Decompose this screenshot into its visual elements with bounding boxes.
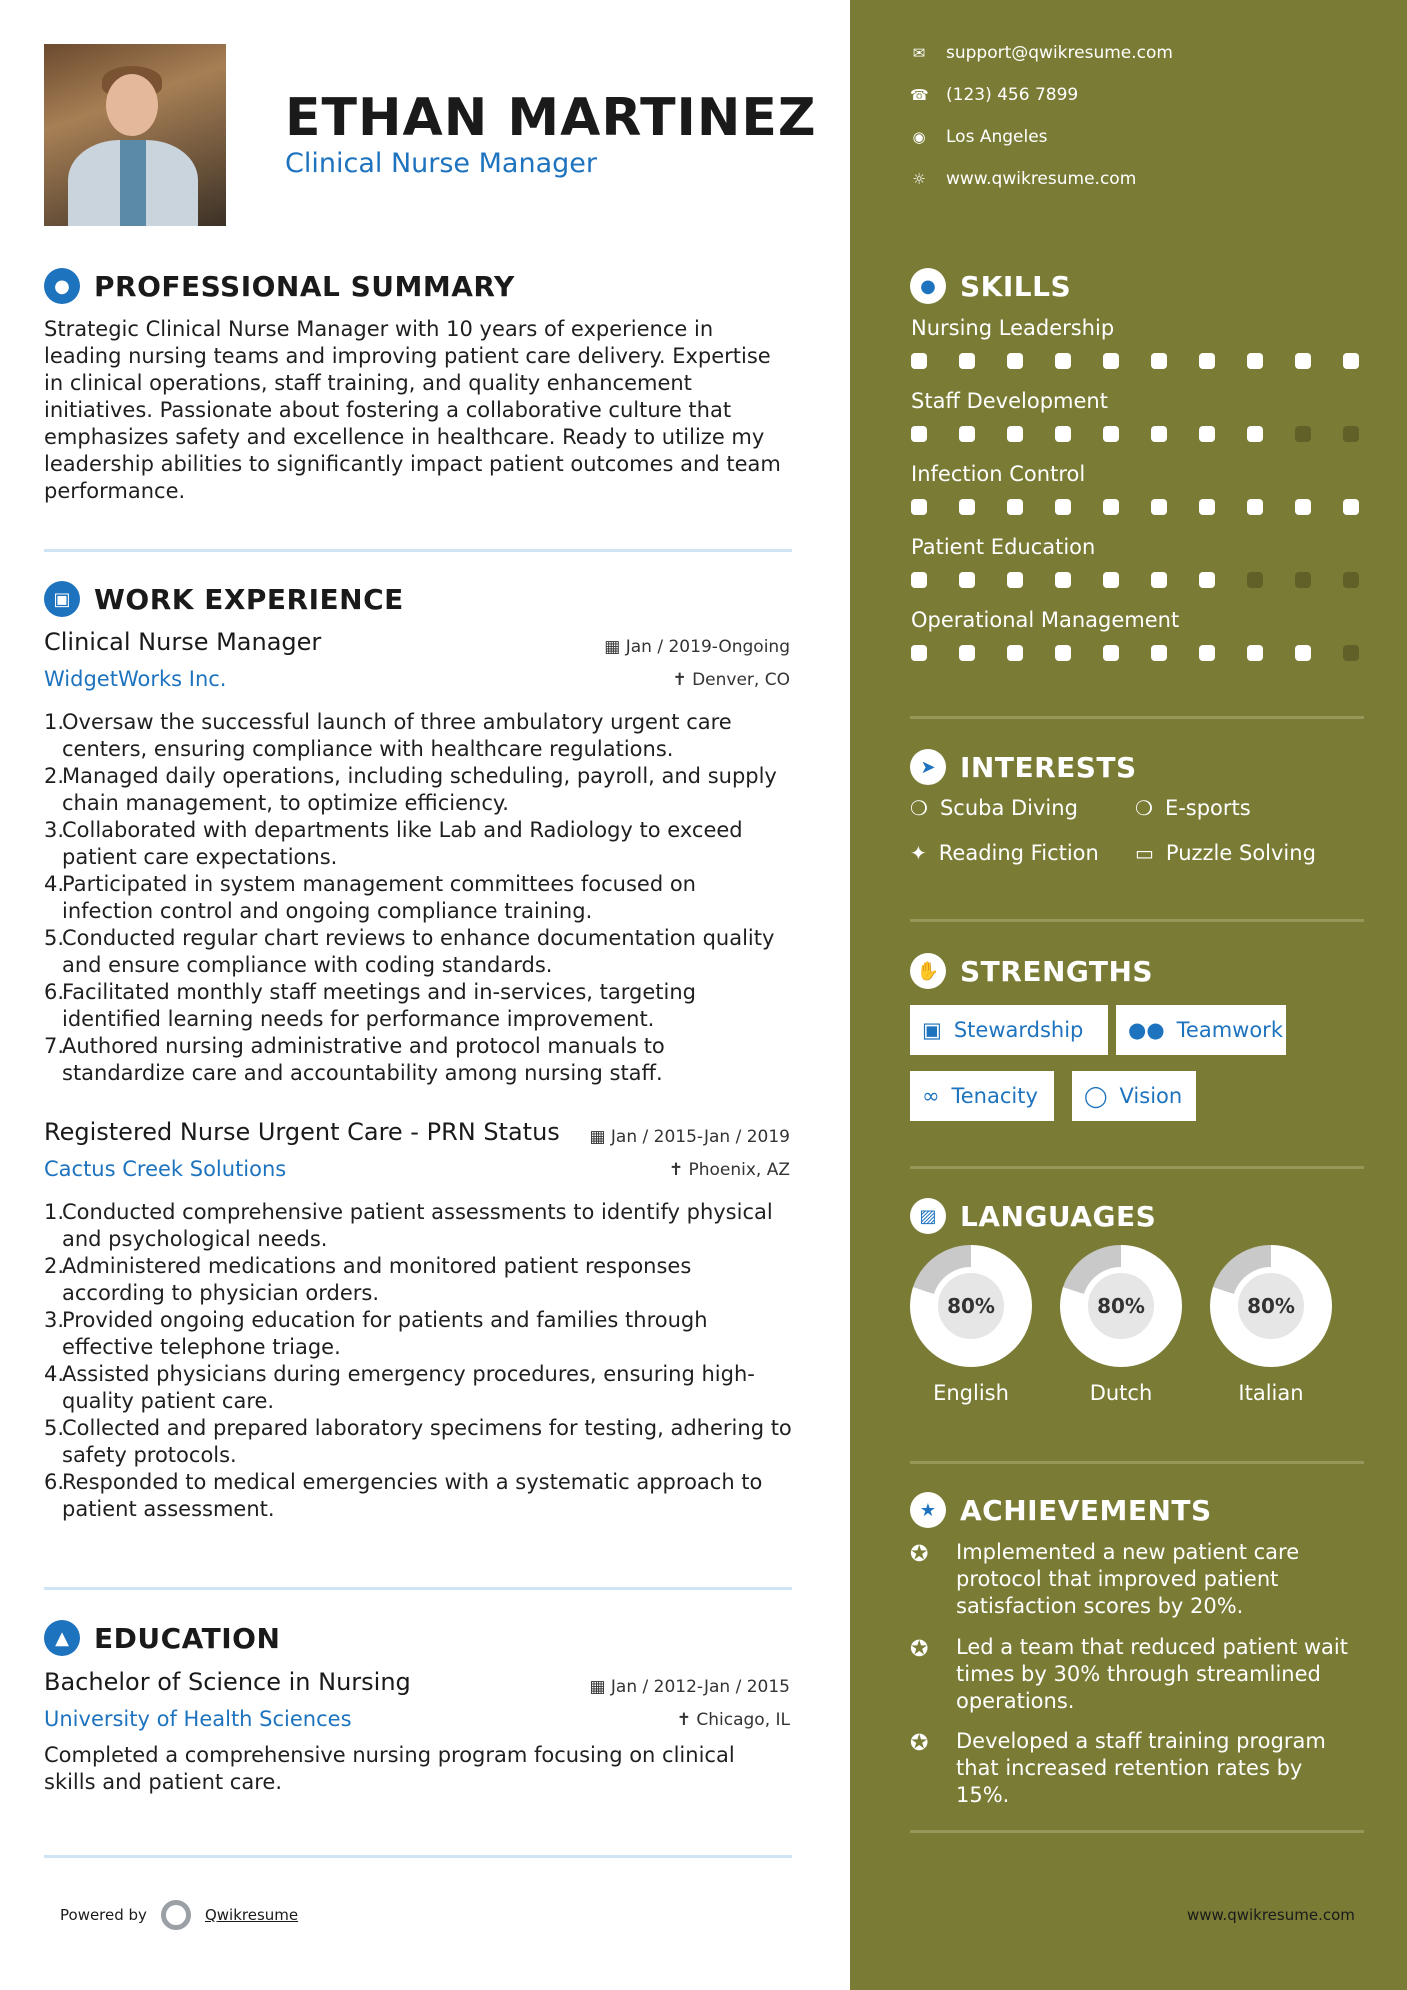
skills-heading	[910, 268, 1071, 304]
summary-title: PROFESSIONAL SUMMARY	[94, 269, 515, 303]
skill-name: Patient Education	[911, 535, 1096, 559]
strengths-title: STRENGTHS	[960, 954, 1154, 988]
list-item: 7. Authored nursing administrative and protocol manuals to standardize care and accountability among nursing staff.	[44, 1034, 665, 1085]
rating-dot-filled	[1151, 426, 1167, 442]
rating-dot-filled	[1151, 645, 1167, 661]
experience-title: WORK EXPERIENCE	[94, 582, 404, 616]
skill-name: Nursing Leadership	[911, 316, 1115, 340]
job-title: Registered Nurse Urgent Care - PRN Status	[44, 1118, 560, 1146]
skill-rating	[911, 499, 1359, 515]
language-ring	[1210, 1245, 1332, 1367]
contact-email[interactable]: ✉ support@qwikresume.com	[910, 43, 1173, 63]
skill-name: Operational Management	[911, 608, 1180, 632]
school-name: University of Health Sciences	[44, 1707, 352, 1731]
globe-icon: ☼	[912, 170, 926, 188]
paper-plane-icon: ➤	[910, 749, 946, 785]
skill-rating	[911, 353, 1359, 369]
rating-dot-filled	[1247, 645, 1263, 661]
skill-rating	[911, 572, 1359, 588]
divider	[910, 1461, 1364, 1464]
rating-dot-filled	[1247, 426, 1263, 442]
job-bullets	[44, 709, 792, 1087]
achievement-item: ✪ Developed a staff training program that increased retention rates by 15%.	[910, 1729, 1326, 1807]
contact-website[interactable]: ☼ www.qwikresume.com	[910, 169, 1136, 189]
language-name: Italian	[1238, 1381, 1304, 1405]
rating-dot-filled	[911, 572, 927, 588]
profile-photo	[44, 44, 226, 226]
divider	[44, 549, 792, 552]
rating-dot-filled	[1007, 353, 1023, 369]
rating-dot-filled	[1247, 499, 1263, 515]
divider	[44, 1855, 792, 1858]
rating-dot-filled	[1199, 426, 1215, 442]
qwikresume-logo-icon	[161, 1900, 191, 1930]
map-pin-icon: ◉	[912, 128, 926, 146]
calendar-icon: ▦	[589, 1677, 606, 1697]
languages-title: LANGUAGES	[960, 1199, 1157, 1233]
divider	[44, 1587, 792, 1590]
summary-heading	[44, 268, 515, 304]
briefcase-icon: ▣	[922, 1018, 942, 1042]
rating-dot-filled	[1295, 353, 1311, 369]
language-name: English	[933, 1381, 1009, 1405]
rating-dot-filled	[1343, 353, 1359, 369]
rating-dot-filled	[1295, 499, 1311, 515]
rating-dot-filled	[1151, 353, 1167, 369]
rating-dot-filled	[1055, 572, 1071, 588]
job-dates: ▦ Jan / 2019-Ongoing	[604, 637, 790, 657]
shooting-star-icon: ✪	[910, 1542, 929, 1567]
language-percent: 80%	[932, 1267, 1010, 1345]
strengths-heading	[910, 953, 1153, 989]
skill-rating	[911, 645, 1359, 661]
summary-text: Strategic Clinical Nurse Manager with 10 years of experience in leading nursing teams and improving patient care delivery. Expertise in clinical operations, staff training, and quality enhancement initiatives. Passionate about fostering a collaborative culture that emphasizes safety and excellence in healthcare. Ready to utilize my leadership abilities to significantly impact patient outcomes and team performance.	[44, 317, 781, 503]
rating-dot-filled	[1295, 645, 1311, 661]
link-icon: ∞	[922, 1084, 940, 1108]
briefcase-icon: ▣	[44, 581, 80, 617]
skills-title: SKILLS	[960, 269, 1072, 303]
interest-item: ❍ Scuba Diving	[910, 796, 1078, 820]
list-item: 5. Conducted regular chart reviews to enhance documentation quality and ensure compliance with coding standards.	[44, 926, 775, 977]
rating-dot-filled	[1055, 499, 1071, 515]
job-location: ✝ Denver, CO	[672, 670, 790, 690]
education-text: Completed a comprehensive nursing program focusing on clinical skills and patient care.	[44, 1743, 735, 1794]
pin-icon: ✝	[676, 1710, 691, 1730]
lightbulb-icon: ●	[910, 268, 946, 304]
phone-icon: ☎	[910, 86, 929, 104]
experience-heading	[44, 581, 404, 617]
life-ring-icon: ❍	[910, 796, 928, 820]
translate-icon: ▨	[910, 1198, 946, 1234]
rating-dot-filled	[911, 499, 927, 515]
language-name: Dutch	[1089, 1381, 1153, 1405]
achievement-item: ✪ Led a team that reduced patient wait times by 30% through streamlined operations.	[910, 1635, 1348, 1713]
rating-dot-filled	[911, 353, 927, 369]
rating-dot-empty	[1343, 645, 1359, 661]
footer-website[interactable]: www.qwikresume.com	[1187, 1906, 1355, 1924]
contact-phone: ☎ (123) 456 7899	[910, 85, 1079, 105]
rating-dot-filled	[959, 426, 975, 442]
candidate-role: Clinical Nurse Manager	[285, 148, 597, 179]
rating-dot-empty	[1295, 572, 1311, 588]
list-item: 2. Managed daily operations, including scheduling, payroll, and supply chain management, to optimize efficiency.	[44, 764, 777, 815]
rating-dot-filled	[1055, 645, 1071, 661]
language-percent: 80%	[1082, 1267, 1160, 1345]
rating-dot-filled	[1199, 499, 1215, 515]
skill-rating	[911, 426, 1359, 442]
rating-dot-filled	[959, 572, 975, 588]
powered-by	[60, 1900, 298, 1930]
divider	[910, 1830, 1364, 1833]
contact-location: ◉ Los Angeles	[910, 127, 1048, 147]
rating-dot-empty	[1343, 572, 1359, 588]
list-item: 3. Provided ongoing education for patients and families through effective telephone triage.	[44, 1308, 708, 1359]
rating-dot-filled	[1103, 572, 1119, 588]
divider	[910, 919, 1364, 922]
rating-dot-empty	[1247, 572, 1263, 588]
job-title: Clinical Nurse Manager	[44, 628, 322, 656]
rating-dot-filled	[959, 353, 975, 369]
interest-item: ✦ Reading Fiction	[910, 841, 1099, 865]
rating-dot-filled	[1151, 572, 1167, 588]
list-item: 6. Facilitated monthly staff meetings and in-services, targeting identified learning needs for performance improvement.	[44, 980, 696, 1031]
language-percent: 80%	[1232, 1267, 1310, 1345]
rating-dot-filled	[1103, 426, 1119, 442]
shooting-star-icon: ✪	[910, 1731, 929, 1756]
rating-dot-filled	[911, 645, 927, 661]
rating-dot-filled	[959, 645, 975, 661]
book-icon: ▭	[1135, 841, 1154, 865]
rating-dot-filled	[1247, 353, 1263, 369]
rating-dot-filled	[1007, 426, 1023, 442]
rating-dot-filled	[911, 426, 927, 442]
interests-heading	[910, 749, 1137, 785]
job-company: WidgetWorks Inc.	[44, 667, 227, 691]
divider	[910, 1166, 1364, 1169]
language-ring	[1060, 1245, 1182, 1367]
skill-name: Staff Development	[911, 389, 1108, 413]
rating-dot-filled	[1055, 353, 1071, 369]
fist-icon: ✋	[910, 953, 946, 989]
job-bullets	[44, 1199, 792, 1523]
pin-icon: ✝	[668, 1160, 684, 1180]
rating-dot-filled	[1055, 426, 1071, 442]
pin-icon: ✝	[672, 670, 687, 690]
education-location: ✝ Chicago, IL	[676, 1710, 790, 1730]
rating-dot-filled	[1103, 353, 1119, 369]
achievement-item: ✪ Implemented a new patient care protocol that improved patient satisfaction scores by 20%.	[910, 1540, 1300, 1618]
strength-tag: ▣ Stewardship	[910, 1005, 1108, 1055]
achievements-title: ACHIEVEMENTS	[960, 1493, 1212, 1527]
rating-dot-filled	[1007, 572, 1023, 588]
languages-heading	[910, 1198, 1156, 1234]
rating-dot-empty	[1343, 426, 1359, 442]
list-item: 5. Collected and prepared laboratory specimens for testing, adhering to safety protocols.	[44, 1416, 792, 1467]
rating-dot-filled	[1007, 645, 1023, 661]
list-item: 1. Conducted comprehensive patient assessments to identify physical and psychological needs.	[44, 1200, 773, 1251]
binoculars-icon: ◯	[1084, 1084, 1108, 1108]
users-icon: ●●	[1128, 1018, 1165, 1042]
calendar-icon: ▦	[604, 637, 621, 657]
rating-dot-filled	[959, 499, 975, 515]
strength-tag: ∞ Tenacity	[910, 1071, 1054, 1121]
user-icon: ●	[44, 268, 80, 304]
rating-dot-empty	[1295, 426, 1311, 442]
rating-dot-filled	[1199, 353, 1215, 369]
education-title: EDUCATION	[94, 1621, 281, 1655]
job-dates: ▦ Jan / 2015-Jan / 2019	[589, 1127, 790, 1147]
envelope-icon: ✉	[912, 44, 926, 62]
skill-name: Infection Control	[911, 462, 1086, 486]
list-item: 3. Collaborated with departments like Lab and Radiology to exceed patient care expectations.	[44, 818, 743, 869]
life-ring-icon: ❍	[1135, 796, 1153, 820]
strength-tag: ●● Teamwork	[1116, 1005, 1286, 1055]
achievements-heading	[910, 1492, 1212, 1528]
graduation-icon: ▲	[44, 1620, 80, 1656]
list-item: 2. Administered medications and monitored patient responses according to physician orders.	[44, 1254, 692, 1305]
powered-by-label: Powered by	[60, 1906, 147, 1924]
job-location: ✝ Phoenix, AZ	[668, 1160, 790, 1180]
strength-tag: ◯ Vision	[1072, 1071, 1196, 1121]
list-item: 4. Assisted physicians during emergency procedures, ensuring high-quality patient care.	[44, 1362, 755, 1413]
rating-dot-filled	[1103, 499, 1119, 515]
education-dates: ▦ Jan / 2012-Jan / 2015	[589, 1677, 790, 1697]
list-item: 1. Oversaw the successful launch of three ambulatory urgent care centers, ensuring compliance with healthcare regulations.	[44, 710, 732, 761]
language-ring	[910, 1245, 1032, 1367]
interests-title: INTERESTS	[960, 750, 1137, 784]
gamepad-icon: ✦	[910, 841, 927, 865]
divider	[910, 716, 1364, 719]
shooting-star-icon: ✪	[910, 1637, 929, 1662]
list-item: 4. Participated in system management committees focused on infection control and ongoing compliance training.	[44, 872, 696, 923]
candidate-name: ETHAN MARTINEZ	[285, 88, 817, 148]
interest-item: ▭ Puzzle Solving	[1135, 841, 1316, 865]
job-company: Cactus Creek Solutions	[44, 1157, 287, 1181]
rating-dot-filled	[1343, 499, 1359, 515]
rating-dot-filled	[1199, 645, 1215, 661]
degree-title: Bachelor of Science in Nursing	[44, 1668, 411, 1696]
rating-dot-filled	[1199, 572, 1215, 588]
education-heading	[44, 1620, 280, 1656]
star-icon: ★	[910, 1492, 946, 1528]
interest-item: ❍ E-sports	[1135, 796, 1251, 820]
rating-dot-filled	[1151, 499, 1167, 515]
list-item: 6. Responded to medical emergencies with a systematic approach to patient assessment.	[44, 1470, 763, 1521]
qwikresume-link[interactable]: Qwikresume	[204, 1906, 299, 1924]
rating-dot-filled	[1103, 645, 1119, 661]
rating-dot-filled	[1007, 499, 1023, 515]
calendar-icon: ▦	[589, 1127, 606, 1147]
